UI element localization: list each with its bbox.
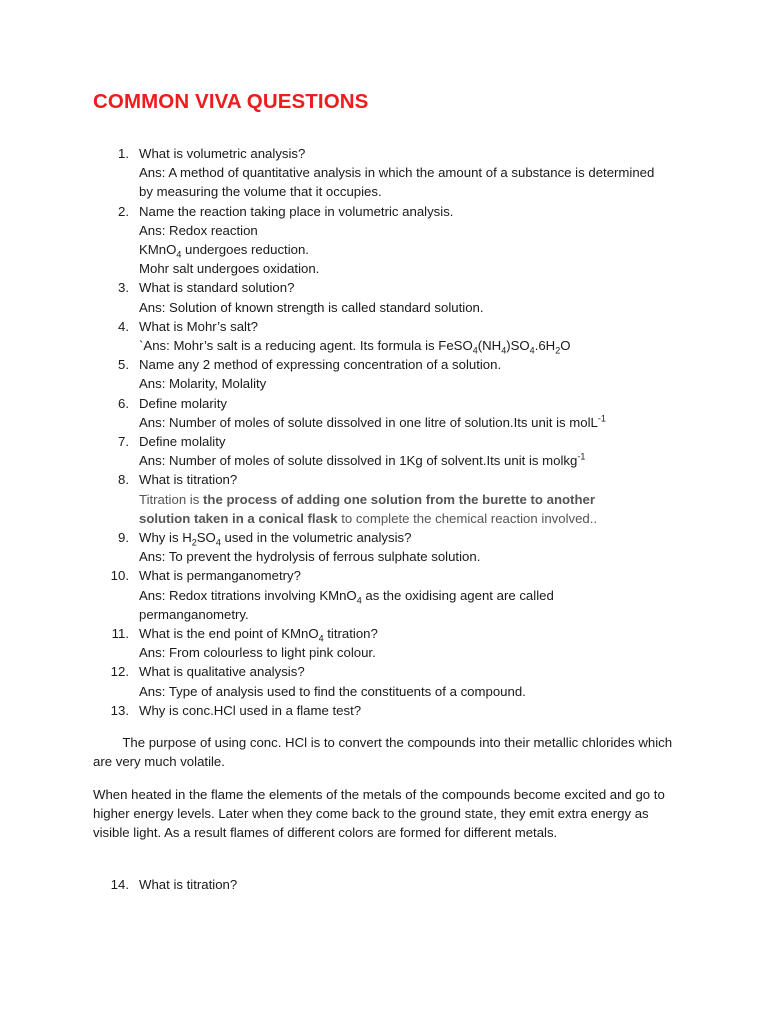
question-14-container (0, 875, 768, 894)
answer-4 (0, 336, 768, 355)
answer-8 (0, 490, 639, 528)
question-text: What is titration? (139, 877, 238, 892)
question-number: 4. (118, 318, 129, 334)
answer-text: Ans: Redox titrations involving KMnO (139, 587, 357, 603)
question-14 (0, 875, 768, 894)
answer-text: (NH (477, 338, 502, 354)
question-number: 13. (110, 702, 129, 718)
question-text: What is volumetric analysis? (139, 146, 306, 161)
answer-2-line-1: Ans: Redox reaction (139, 222, 258, 238)
answer-10 (0, 586, 609, 624)
question-text: Name the reaction taking place in volumetric analysis. (139, 203, 454, 219)
subscript: 2 (555, 345, 561, 356)
superscript: -1 (597, 413, 606, 424)
question-text: used in the volumetric analysis? (220, 530, 412, 546)
answer-7 (0, 451, 768, 470)
answer-text: undergoes reduction. (181, 242, 309, 258)
answer-2-line-2 (0, 240, 768, 259)
question-number: 8. (118, 472, 129, 488)
question-number: 12. (110, 664, 129, 680)
answer-text: Titration is (139, 491, 203, 507)
question-3 (0, 278, 768, 297)
subscript: 2 (191, 537, 197, 548)
question-4 (0, 317, 768, 336)
answer-text: .6H (534, 338, 556, 354)
paragraph-hcl-purpose: The purpose of using conc. HCl is to convert the compounds into their metallic chlorides which are very much volatile. (93, 735, 676, 769)
question-text: Define molality (139, 434, 226, 450)
question-number: 1. (118, 146, 129, 161)
question-number: 3. (118, 280, 129, 296)
question-7 (0, 432, 768, 451)
answer-text: Ans: Number of moles of solute dissolved in 1Kg of solvent.Its unit is molkg (139, 453, 578, 469)
question-text: Name any 2 method of expressing concentration of a solution. (139, 357, 502, 373)
subscript: 4 (472, 345, 478, 356)
question-10 (0, 566, 768, 585)
question-number: 14. (110, 877, 129, 892)
question-number: 10. (110, 568, 129, 584)
answer-text: to complete the chemical reaction involved.. (337, 510, 598, 526)
question-13 (0, 701, 768, 720)
answer-text: as the oxidising agent are called permanganometry. (139, 587, 554, 622)
question-list (0, 144, 768, 720)
answer-2-line-3: Mohr salt undergoes oxidation. (139, 261, 320, 277)
question-text: What is Mohr’s salt? (139, 318, 258, 334)
answer-text-bold: the process of adding one solution from the burette to another solution taken in a conical flask (139, 491, 595, 526)
answer-text: KMnO (139, 242, 177, 258)
question-number: 7. (118, 434, 129, 450)
question-12 (0, 662, 768, 681)
subscript: 4 (501, 345, 507, 356)
superscript: -1 (577, 451, 586, 462)
question-11 (0, 624, 768, 643)
answer-12: Ans: Type of analysis used to find the constituents of a compound. (139, 683, 526, 699)
answer-3: Ans: Solution of known strength is called standard solution. (139, 299, 484, 315)
question-text: Why is H (139, 530, 192, 546)
question-6 (0, 394, 768, 413)
answer-11: Ans: From colourless to light pink colour. (139, 645, 376, 661)
question-text: What is permanganometry? (139, 568, 301, 584)
question-8 (0, 470, 768, 489)
question-number: 5. (118, 357, 129, 373)
question-number: 2. (118, 203, 129, 219)
subscript: 4 (356, 595, 362, 606)
answer-5: Ans: Molarity, Molality (139, 376, 267, 392)
question-text: What is the end point of KMnO (139, 626, 319, 642)
question-2 (0, 202, 768, 221)
page-title: COMMON VIVA QUESTIONS (93, 90, 369, 113)
question-9 (0, 528, 768, 547)
subscript: 4 (529, 345, 535, 356)
question-5 (0, 355, 768, 374)
subscript: 4 (215, 537, 221, 548)
question-text: Why is conc.HCl used in a flame test? (139, 702, 362, 718)
subscript: 4 (318, 633, 324, 644)
question-text: What is standard solution? (139, 280, 295, 296)
paragraph-flame-explanation: When heated in the flame the elements of the metals of the compounds become excited and go to higher energy levels. Later when they come back to the ground state, they emit extra energy as visible light. As a result flames of different colors are formed for different metals. (93, 787, 665, 840)
answer-9: Ans: To prevent the hydrolysis of ferrous sulphate solution. (139, 549, 481, 565)
question-1 (0, 144, 768, 163)
question-number: 9. (118, 530, 129, 546)
question-text: What is qualitative analysis? (139, 664, 305, 680)
answer-text: `Ans: Mohr’s salt is a reducing agent. Its formula is FeSO (139, 338, 473, 354)
question-number: 6. (118, 395, 129, 411)
subscript: 4 (176, 249, 182, 260)
answer-text: Ans: Number of moles of solute dissolved in one litre of solution.Its unit is molL (139, 414, 598, 430)
question-text: What is titration? (139, 472, 238, 488)
question-text: titration? (323, 626, 378, 642)
answer-text: )SO (506, 338, 530, 354)
question-text: SO (196, 530, 216, 546)
answer-6 (0, 413, 768, 432)
question-text: Define molarity (139, 395, 227, 411)
answer-text: O (560, 338, 571, 354)
question-number: 11. (111, 626, 129, 642)
answer-1: Ans: A method of quantitative analysis in which the amount of a substance is determined by measuring the volume that it occupies. (139, 165, 655, 200)
